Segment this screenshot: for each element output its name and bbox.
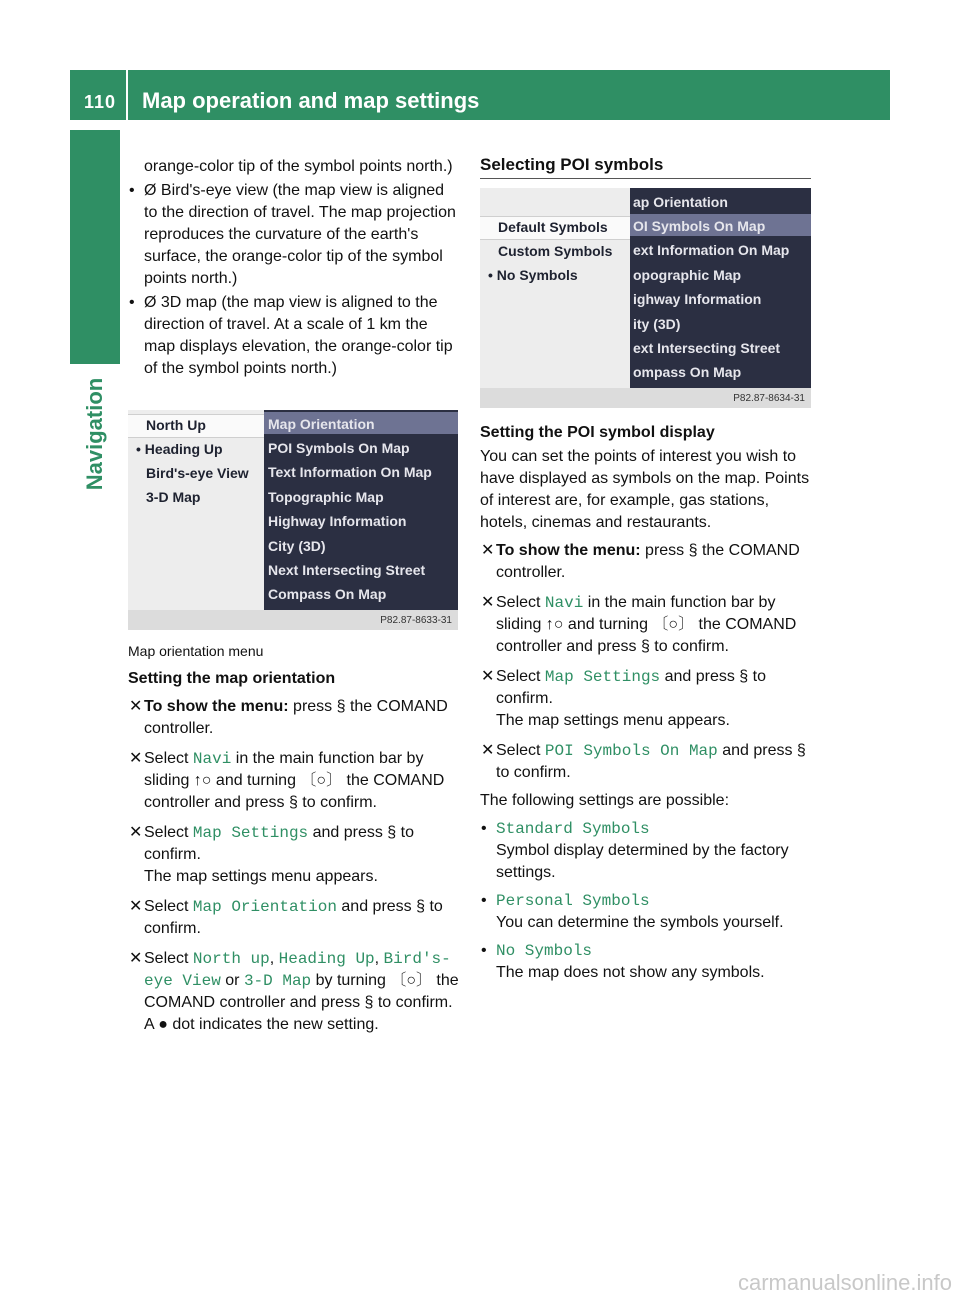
page-title: Map operation and map settings [142,88,480,113]
step-text: and press § to confirm. [496,742,806,781]
step [128,696,460,740]
step-text: and press § to confirm. [144,824,414,863]
step-text: Select [144,898,193,915]
section-rule [480,178,811,179]
screenshot-footer [480,388,811,408]
intro-paragraph: You can set the points of interest you wish to have displayed as symbols on the map. Points of interest are, for example, gas stations, hotels, cinemas and restaurants. [480,448,810,531]
menu-item: POI Symbols On Map [268,440,410,456]
step-text: Select [496,594,545,611]
watermark: carmanualsonline.info [737,1270,952,1295]
bullet-text: Bird's-eye view (the map view is aligned to the direction of travel. The map projection reproduces the curvature of the earth's surface, the orange-color tip of the symbol points north.) [144,182,456,287]
option [480,940,812,984]
step-text: in the main function bar by sliding ↑○ and turning 〔○〕 the COMAND controller and press § to confirm. [496,594,797,655]
step-text: and press § to confirm. [144,898,443,937]
arrow-icon: ✕ [129,698,143,715]
section-title: Setting the map orientation [128,670,336,687]
step-bold: To show the menu: [496,542,641,559]
left-column-bottom [128,640,460,1036]
option [480,818,812,884]
bullet-birds-eye [128,180,460,290]
step [128,822,460,888]
bullet-dot: • [481,892,487,909]
menu-item: OI Symbols On Map [633,218,766,234]
step-text: Select [144,824,193,841]
menu-item: Next Intersecting Street [268,562,426,578]
poi-symbols-screenshot [480,188,811,408]
step-text: The map settings menu appears. [496,712,730,729]
step [128,948,460,1036]
step [128,896,460,940]
sidebar-label [70,364,120,504]
option-name: Standard Symbols [496,820,650,838]
sidebar-tab [70,130,120,364]
image-code: P82.87-8633-31 [380,615,452,626]
menu-item: ity (3D) [633,316,681,332]
screenshot-footer [128,610,458,630]
menu-item: 3-D Map [146,489,201,505]
arrow-icon: ✕ [481,742,495,759]
intro-text: orange-color tip of the symbol points north.) [144,158,453,175]
menu-item: ext Information On Map [633,242,790,258]
bullet-dot: • [481,820,487,837]
arrow-icon: ✕ [129,950,143,967]
option-name: Personal Symbols [496,892,650,910]
menu-code: POI Symbols On Map [544,742,718,760]
menu-item: Text Information On Map [268,464,432,480]
menu-item: City (3D) [268,538,326,554]
step [480,540,812,584]
arrow-icon: ✕ [481,542,495,559]
step-text: The map settings menu appears. [144,868,378,885]
menu-code: Map Orientation [192,898,337,916]
page-number: 110 [84,92,117,112]
step-text: Select [496,668,545,685]
step-text: , [269,950,279,967]
section-title: Selecting POI symbols [480,155,664,174]
menu-code: Navi [192,750,232,768]
subsection-title: Setting the POI symbol display [480,424,715,441]
arrow-icon: ✕ [129,898,143,915]
menu-code: Map Settings [544,668,661,686]
menu-code: North up [192,950,270,968]
step [128,748,460,814]
arrow-icon: ✕ [481,594,495,611]
left-column-top [128,156,460,380]
step-text: or [220,972,244,989]
step-text: and press § to confirm. [496,668,766,707]
option [480,890,812,934]
menu-code: Navi [544,594,584,612]
menu-code: Heading Up [278,950,375,968]
menu-item: opographic Map [633,267,742,283]
bullet-3d-map [128,292,460,380]
menu-item: North Up [146,417,206,433]
menu-code: Bird's-eye View [144,950,451,990]
menu-item: ompass On Map [633,364,742,380]
step [480,740,812,784]
arrow-icon: ✕ [129,824,143,841]
menu-item: Bird's-eye View [146,465,249,481]
step-text: by turning 〔○〕 the COMAND controller and press § to confirm. [144,972,459,1011]
right-column-bottom [480,422,812,984]
option-desc: You can determine the symbols yourself. [496,914,784,931]
menu-item: Map Orientation [268,416,375,432]
right-column-top [480,154,812,176]
menu-item: Default Symbols [498,219,608,235]
map-orientation-screenshot [128,410,458,630]
menu-item: Compass On Map [268,586,387,602]
menu-item: Topographic Map [268,489,384,505]
step-text: in the main function bar by sliding ↑○ and turning 〔○〕 the COMAND controller and press § to confirm. [144,750,445,811]
arrow-icon: ✕ [129,750,143,767]
screenshot-left-panel [128,410,264,610]
bullet-dot: • [481,942,487,959]
header-divider [126,70,128,120]
menu-item: • No Symbols [488,267,578,283]
step-text: , [374,950,384,967]
compass-icon: Ø [144,182,157,199]
step-text: press § the COMAND controller. [496,542,800,581]
bullet-text: 3D map (the map view is aligned to the direction of travel. At a scale of 1 km the map displays elevation, the orange-color tip of the symbol points north.) [144,294,453,377]
bullet-dot: • [129,182,135,199]
caption: Map orientation menu [128,643,264,659]
compass-icon: Ø [144,294,157,311]
sidebar-label-text: Navigation [82,377,107,491]
settings-intro: The following settings are possible: [480,792,730,809]
option-desc: The map does not show any symbols. [496,964,765,981]
menu-item: Highway Information [268,513,407,529]
step-text: press § the COMAND controller. [144,698,448,737]
menu-item: Custom Symbols [498,243,613,259]
menu-code: Map Settings [192,824,309,842]
menu-item: ext Intersecting Street [633,340,781,356]
step [480,666,812,732]
page-header [70,70,890,120]
image-code: P82.87-8634-31 [733,393,805,404]
step-text: A ● dot indicates the new setting. [144,1016,379,1033]
menu-item: ighway Information [633,291,762,307]
option-name: No Symbols [496,942,593,960]
step-text: Select [496,742,545,759]
option-desc: Symbol display determined by the factory settings. [496,842,789,881]
menu-item: • Heading Up [136,441,223,457]
menu-item: ap Orientation [633,194,728,210]
step-text: Select [144,750,193,767]
step-bold: To show the menu: [144,698,289,715]
arrow-icon: ✕ [481,668,495,685]
step-text: Select [144,950,193,967]
menu-code: 3-D Map [243,972,312,990]
bullet-dot: • [129,294,135,311]
step [480,592,812,658]
